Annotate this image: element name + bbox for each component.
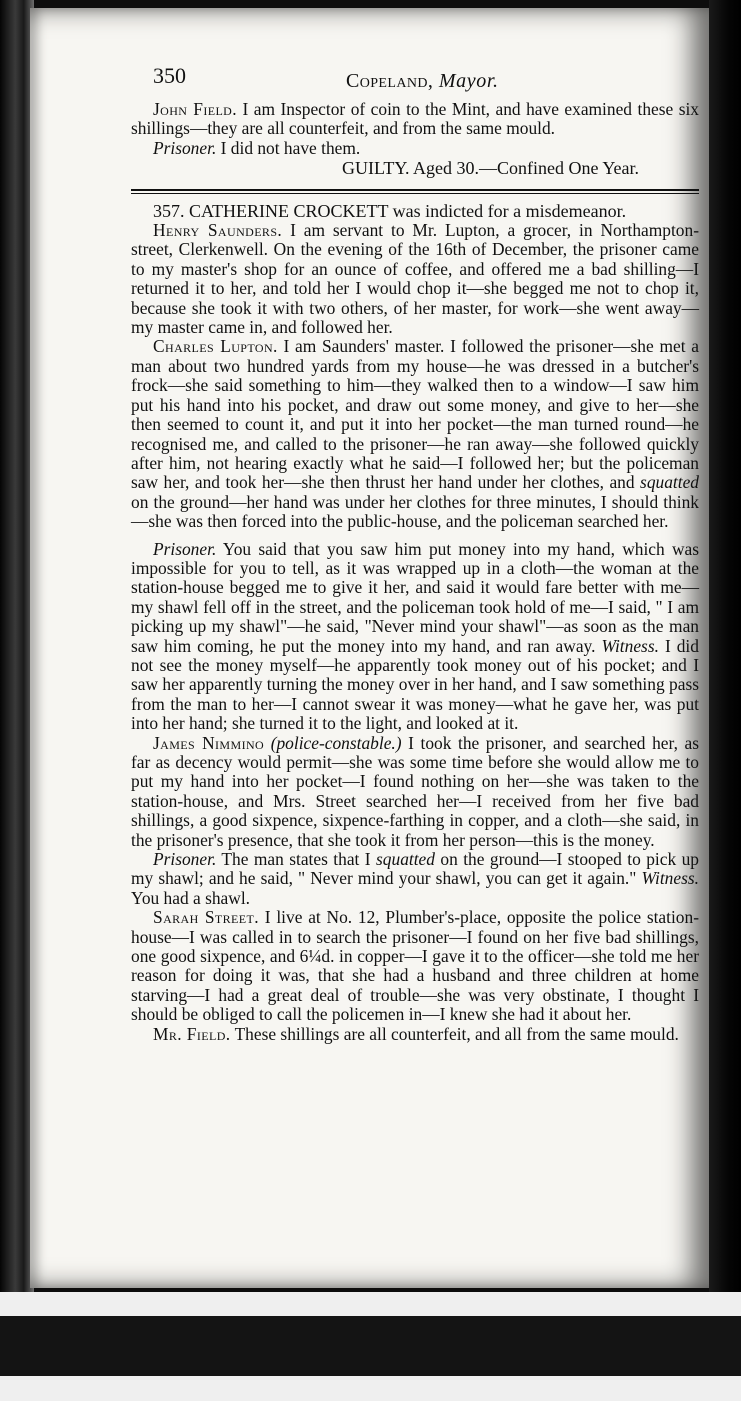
witness-label: Witness. [601, 635, 659, 656]
verdict-line: GUILTY. Aged 30.—Confined One Year. [342, 158, 639, 179]
running-head-name: Copeland, [346, 70, 434, 92]
case1-paragraph-1 [131, 100, 699, 139]
italic-word: squatted [640, 472, 699, 493]
case2-paragraph-6 [131, 908, 699, 1024]
running-head [346, 72, 499, 91]
book-page-edge-right [709, 0, 741, 1401]
testimony-text: on the ground—I stooped to pick up my shawl; and he said, " Never mind your shawl, you can get it again." [131, 849, 699, 889]
italic-word: squatted [376, 849, 435, 870]
speaker-name: Prisoner. [153, 137, 217, 158]
testimony-text: I am Inspector of coin to the Mint, and have examined these six shillings—they are all counterfeit, and from the same mould. [131, 99, 699, 139]
witness-label: Witness. [641, 868, 699, 889]
page-number: 350 [153, 63, 186, 88]
section-divider-rule [131, 189, 699, 194]
case2-paragraph-3 [131, 540, 699, 734]
speaker-name: Sarah Street. [153, 907, 259, 928]
testimony-text: These shillings are all counterfeit, and all from the same mould. [234, 1023, 679, 1044]
case1-paragraph-2 [131, 139, 699, 158]
testimony-text: You said that you saw him put money into my hand, which was impossible for you to tell, as it was wrapped up in a cloth—the woman at the station-house begged me to give it her, and said it would fare better with me—my shawl fell off in the street, and the policeman took hold of me—I said, " I am picking up my shawl"—he said, "Never mind your shawl"—as soon as the man saw him coming, he put the money into my hand, and ran away. [131, 538, 700, 656]
case2-paragraph-2 [131, 337, 699, 531]
scan-band-bottom [0, 1316, 741, 1376]
running-head-title: Mayor. [438, 70, 499, 92]
case-heading: 357. CATHERINE CROCKETT was indicted for a misdemeanor. [153, 200, 627, 221]
speaker-name: John Field. [153, 99, 237, 119]
speaker-name: Prisoner. [153, 538, 217, 559]
speaker-name: Mr. Field. [153, 1023, 231, 1044]
testimony-text: I live at No. 12, Plumber's-place, opposite the police station-house—I was called in to search the prisoner—I found on her five bad shillings, one good sixpence, and 6¼d. in copper—I gave it to the officer—she told me her reason for doing it was, that she had a husband and three children at home starving—I had a great deal of trouble—she was very obstinate, I thought I should be obliged to call the policemen in—I knew she had it about her. [131, 907, 699, 1025]
testimony-text: I am Saunders' master. I followed the prisoner—she met a man about two hundred yards from my house—he was dressed in a butcher's frock—she said something to him—they walked then to a window—I saw him put his hand into his pocket, and draw out some money, and give to her—she then seemed to count it, and put it into her pocket—the man turned round—he recognised me, and called to the prisoner—he ran away—she followed quickly after him, not hearing exactly what he said—I followed her; but the policeman saw her, and took her—she then thrust her hand under her clothes, and [131, 336, 699, 493]
case2-paragraph-5 [131, 850, 699, 908]
book-binding-left [0, 0, 34, 1401]
speaker-role: (police-constable.) [270, 732, 402, 753]
page-header [131, 60, 699, 100]
case2-paragraph-7 [131, 1025, 699, 1044]
speaker-name: Henry Saunders. [153, 220, 283, 241]
testimony-text: on the ground—her hand was under her clothes for three minutes, I should think—she was then forced into the public-house, and the policeman searched her. [131, 491, 699, 532]
speaker-name: Prisoner. [153, 849, 217, 870]
case2-paragraph-4 [131, 734, 699, 850]
testimony-text: I did not have them. [220, 137, 361, 158]
testimony-text: You had a shawl. [131, 887, 250, 908]
testimony-text: I am servant to Mr. Lupton, a grocer, in Northampton-street, Clerkenwell. On the evening of the 16th of December, the prisoner came to my master's shop for an ounce of coffee, and offered me a bad shilling—I returned it to her, and told her I would chop it—she begged me not to chop it, because she took it with two others, of her master, for work—she went away—my master came in, and followed her. [131, 220, 699, 338]
speaker-name: James Nimmino [153, 732, 265, 753]
speaker-name: Charles Lupton. [153, 336, 278, 357]
testimony-text: I did not see the money myself—he apparently took money out of his pocket; and I saw her apparently turning the money over in her hand, and I saw something pass from the man to her—I cannot swear it was money—what he gave her, was put into her hand; she turned it to the light, and looked at it. [131, 635, 699, 734]
case2-paragraph-1 [131, 221, 699, 337]
page-text [131, 60, 699, 1044]
testimony-text: The man states that I [221, 849, 371, 870]
testimony-text: I took the prisoner, and searched her, as far as decency would permit—she was some time before she would allow me to put my hand into her pocket—I found nothing on her—she was taken to the station-house, and Mrs. Street searched her—I received from her five bad shillings, a good sixpence, sixpence-farthing in copper, and a cloth—she said, in the prisoner's presence, that she took it from her person—this is the money. [131, 732, 699, 850]
